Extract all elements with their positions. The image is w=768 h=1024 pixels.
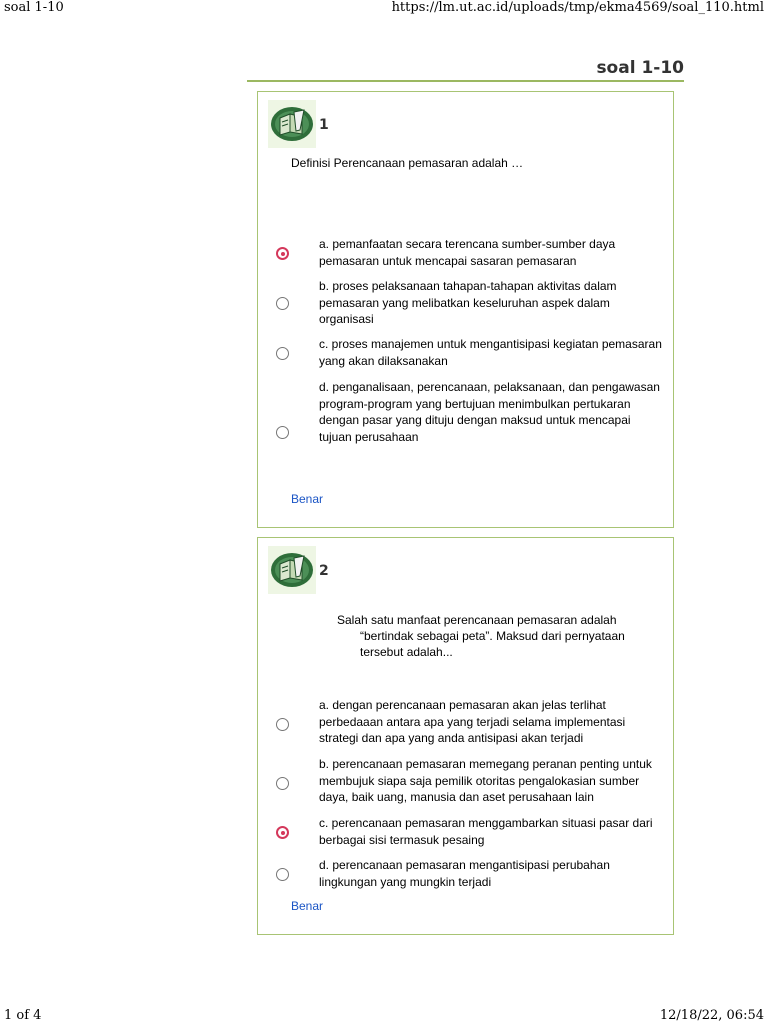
radio-button-selected[interactable] [276,247,289,260]
quiz-icon [268,100,316,148]
print-header-title: soal 1-10 [4,0,64,15]
option-label[interactable]: b. perencanaan pemasaran memegang peranan penting untuk membujuk siapa saja pemilik otoritas pengalokasian sumber daya, baik uang, manusia dan aset perusahaan lain [319,757,652,804]
page-title: soal 1-10 [596,58,684,78]
radio-button-selected[interactable] [276,826,289,839]
question-text-line: Salah satu manfaat perencanaan pemasaran adalah [337,613,617,627]
radio-button[interactable] [276,777,289,790]
quiz-icon [268,546,316,594]
radio-button[interactable] [276,347,289,360]
result-label: Benar [291,899,324,913]
question-text [337,612,647,660]
option-label[interactable]: a. pemanfaatan secara terencana sumber-sumber daya pemasaran untuk mencapai sasaran pemasaran [319,237,616,268]
question-card-2 [257,537,674,935]
option-label[interactable]: c. proses manajemen untuk mengantisipasi kegiatan pemasaran yang akan dilaksanakan [319,337,662,368]
option-label[interactable]: c. perencanaan pemasaran menggambarkan situasi pasar dari berbagai sisi termasuk pesaing [319,816,653,847]
option-label[interactable]: a. dengan perencanaan pemasaran akan jelas terlihat perbedaaan antara apa yang terjadi selama implementasi strategi dan apa yang anda antisipasi akan terjadi [319,698,626,745]
option-label[interactable]: b. proses pelaksanaan tahapan-tahapan aktivitas dalam pemasaran yang melibatkan keseluruhan aspek dalam organisasi [319,279,617,326]
radio-button[interactable] [276,718,289,731]
question-text-continuation: “bertindak sebagai peta”. Maksud dari pernyataan tersebut adalah... [360,629,625,659]
question-number: 1 [319,117,329,133]
option-label[interactable]: d. perencanaan pemasaran mengantisipasi perubahan lingkungan yang mungkin terjadi [319,858,610,889]
title-divider [247,80,684,82]
radio-button[interactable] [276,868,289,881]
radio-button[interactable] [276,297,289,310]
question-number: 2 [319,563,329,579]
print-footer-page: 1 of 4 [4,1008,42,1023]
radio-button[interactable] [276,426,289,439]
question-text: Definisi Perencanaan pemasaran adalah … [291,156,524,170]
print-header-url: https://lm.ut.ac.id/uploads/tmp/ekma4569/soal_110.html [391,0,764,15]
option-label[interactable]: d. penganalisaan, perencanaan, pelaksanaan, dan pengawasan program-program yang bertujuan menimbulkan pertukaran dengan pasar yang dituju dengan maksud untuk mencapai tujuan perusahaan [319,380,660,444]
question-card-1 [257,91,674,528]
print-footer-timestamp: 12/18/22, 06:54 [659,1008,764,1023]
result-label: Benar [291,492,324,506]
